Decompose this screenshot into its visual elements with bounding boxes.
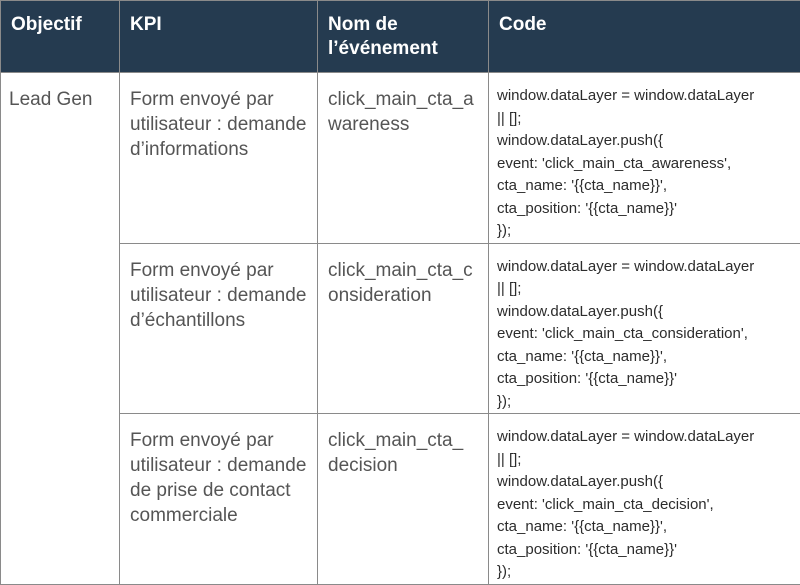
header-row	[1, 1, 800, 73]
code-line: window.dataLayer = window.dataLayer	[497, 85, 792, 108]
code-line: cta_name: '{{cta_name}}',	[497, 175, 792, 198]
code-line: window.dataLayer.push({	[497, 130, 792, 153]
kpi-cell: Form envoyé par utilisateur : demande de prise de contact commerciale	[120, 414, 318, 585]
event-name-cell: click_main_cta_awareness	[318, 73, 489, 244]
code-line: cta_position: '{{cta_name}}'	[497, 368, 792, 391]
code-cell	[489, 414, 800, 585]
code-cell	[489, 243, 800, 414]
code-line: cta_position: '{{cta_name}}'	[497, 539, 792, 562]
code-line: window.dataLayer = window.dataLayer	[497, 426, 792, 449]
code-line: cta_name: '{{cta_name}}',	[497, 346, 792, 369]
code-cell	[489, 73, 800, 244]
header-objectif: Objectif	[1, 1, 120, 73]
code-line: });	[497, 561, 792, 584]
event-name-cell: click_main_cta_consideration	[318, 243, 489, 414]
code-line: event: 'click_main_cta_consideration',	[497, 323, 792, 346]
code-line: || [];	[497, 108, 792, 131]
event-name-cell: click_main_cta_ decision	[318, 414, 489, 585]
table-row	[1, 243, 800, 414]
code-line: || [];	[497, 278, 792, 301]
code-line: window.dataLayer.push({	[497, 301, 792, 324]
header-event-name: Nom de l’événement	[318, 1, 489, 73]
code-line: event: 'click_main_cta_decision',	[497, 494, 792, 517]
code-line: });	[497, 220, 792, 243]
code-line: window.dataLayer.push({	[497, 471, 792, 494]
code-line: window.dataLayer = window.dataLayer	[497, 256, 792, 279]
code-line: });	[497, 391, 792, 414]
header-code: Code	[489, 1, 800, 73]
code-line: cta_name: '{{cta_name}}',	[497, 516, 792, 539]
kpi-cell: Form envoyé par utilisateur : demande d’informations	[120, 73, 318, 244]
kpi-cell: Form envoyé par utilisateur : demande d’échantillons	[120, 243, 318, 414]
header-kpi: KPI	[120, 1, 318, 73]
code-line: event: 'click_main_cta_awareness',	[497, 153, 792, 176]
objective-cell: Lead Gen	[1, 73, 120, 585]
code-line: || [];	[497, 449, 792, 472]
table-row	[1, 414, 800, 585]
table-row	[1, 73, 800, 244]
code-line: cta_position: '{{cta_name}}'	[497, 198, 792, 221]
